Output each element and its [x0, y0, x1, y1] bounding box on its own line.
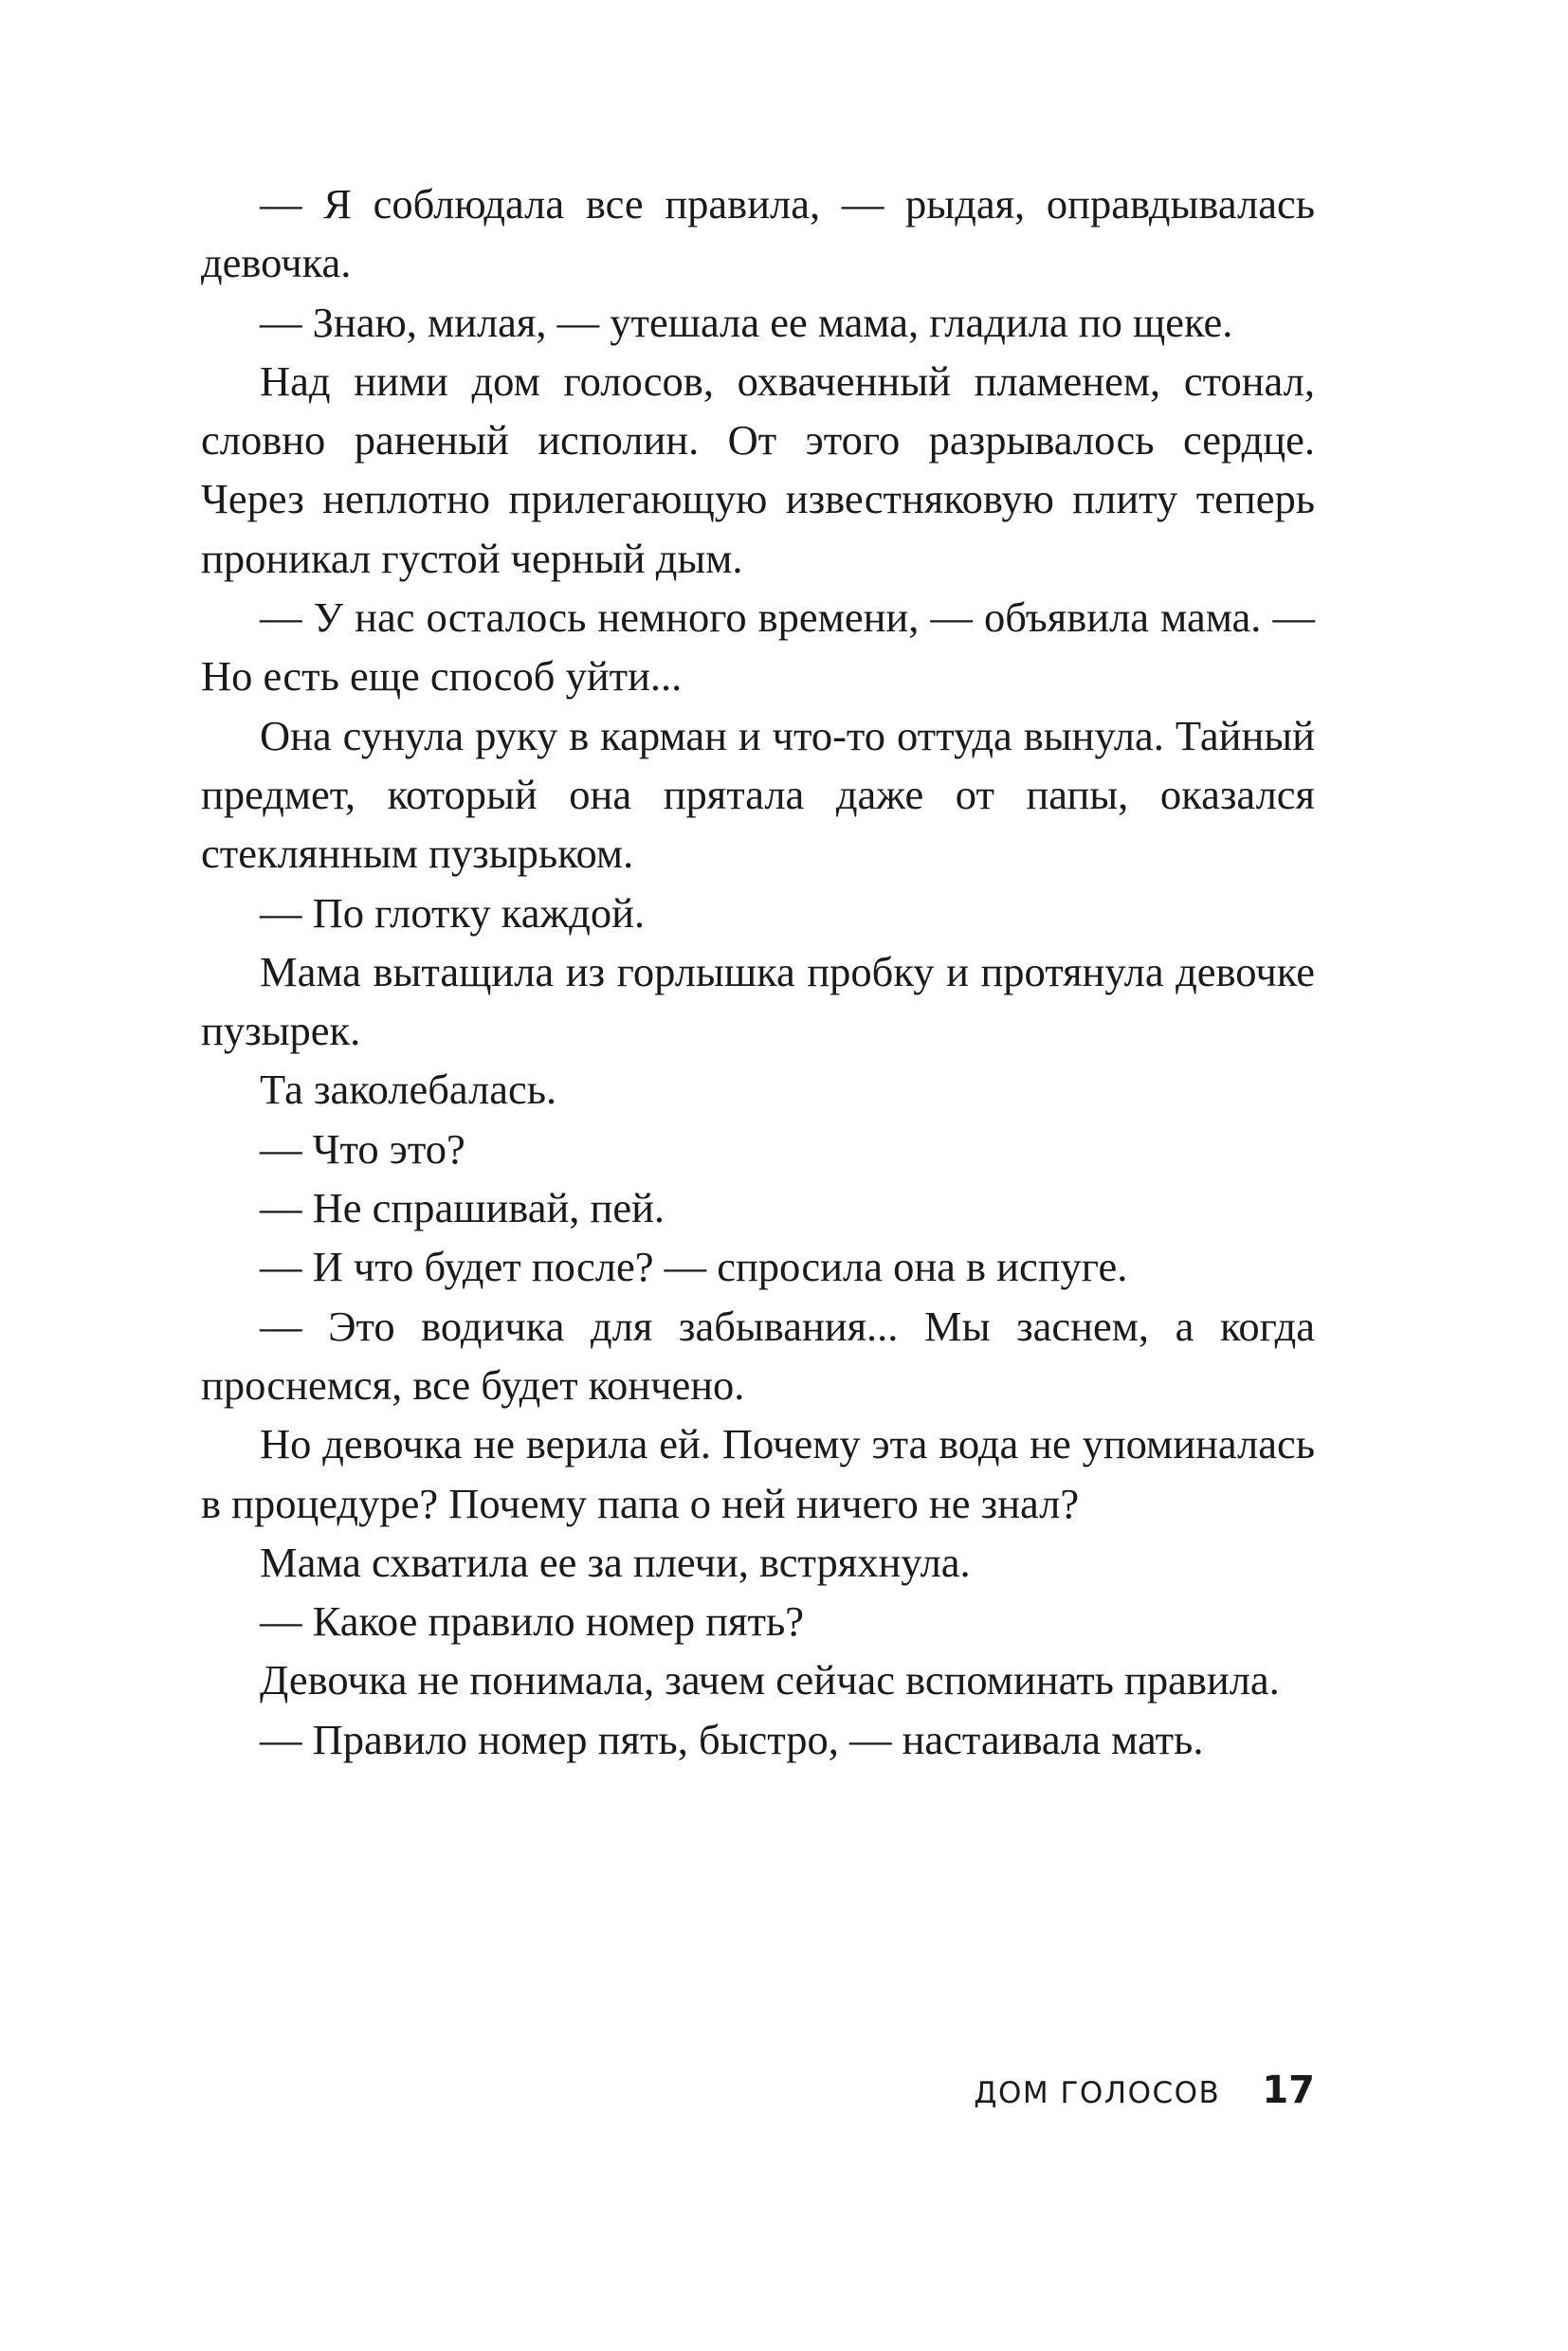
- paragraph: — Что это?: [260, 1124, 465, 1173]
- paragraph: — И что будет после? — спросила она в испуге.: [260, 1243, 1128, 1291]
- paragraph: — Правило номер пять, быстро, — настаивала мать.: [260, 1715, 1204, 1763]
- paragraph: Но девочка не верила ей. Почему эта вода не упоминалась в процедуре? Почему папа о ней ничего не знал?: [201, 1420, 1315, 1527]
- running-title: ДОМ ГОЛОСОВ: [974, 2076, 1221, 2110]
- page-footer: [201, 2069, 1315, 2125]
- paragraph: — Какое правило номер пять?: [260, 1597, 805, 1646]
- page-number: 17: [1262, 2069, 1315, 2112]
- paragraph: — Не спрашивай, пей.: [260, 1184, 665, 1232]
- paragraph: — У нас осталось немного времени, — объявила мама. — Но есть еще способ уйти...: [201, 593, 1315, 701]
- paragraph: — Я соблюдала все правила, — рыдая, оправдывалась девочка.: [201, 180, 1315, 287]
- paragraph: — По глотку каждой.: [260, 888, 646, 937]
- paragraph: — Это водичка для забывания... Мы заснем, а когда проснемся, все будет кончено.: [201, 1302, 1315, 1409]
- paragraph: Та заколебалась.: [260, 1066, 557, 1114]
- paragraph: Мама схватила ее за плечи, встряхнула.: [260, 1538, 971, 1586]
- paragraph: Мама вытащила из горлышка пробку и протянула девочке пузырек.: [201, 947, 1315, 1055]
- paragraph: Над ними дом голосов, охваченный пламенем, стонал, словно раненый исполин. От этого разрывалось сердце. Через неплотно прилегающую известняковую плиту теперь проникал густой черный дым.: [201, 356, 1315, 582]
- paragraph: Она сунула руку в карман и что-то оттуда вынула. Тайный предмет, который она прятала даже от папы, оказался стеклянным пузырьком.: [201, 711, 1315, 878]
- body-text: [201, 174, 1315, 1769]
- paragraph: — Знаю, милая, — утешала ее мама, гладила по щеке.: [260, 298, 1233, 346]
- paragraph: Девочка не понимала, зачем сейчас вспоминать правила.: [260, 1656, 1280, 1704]
